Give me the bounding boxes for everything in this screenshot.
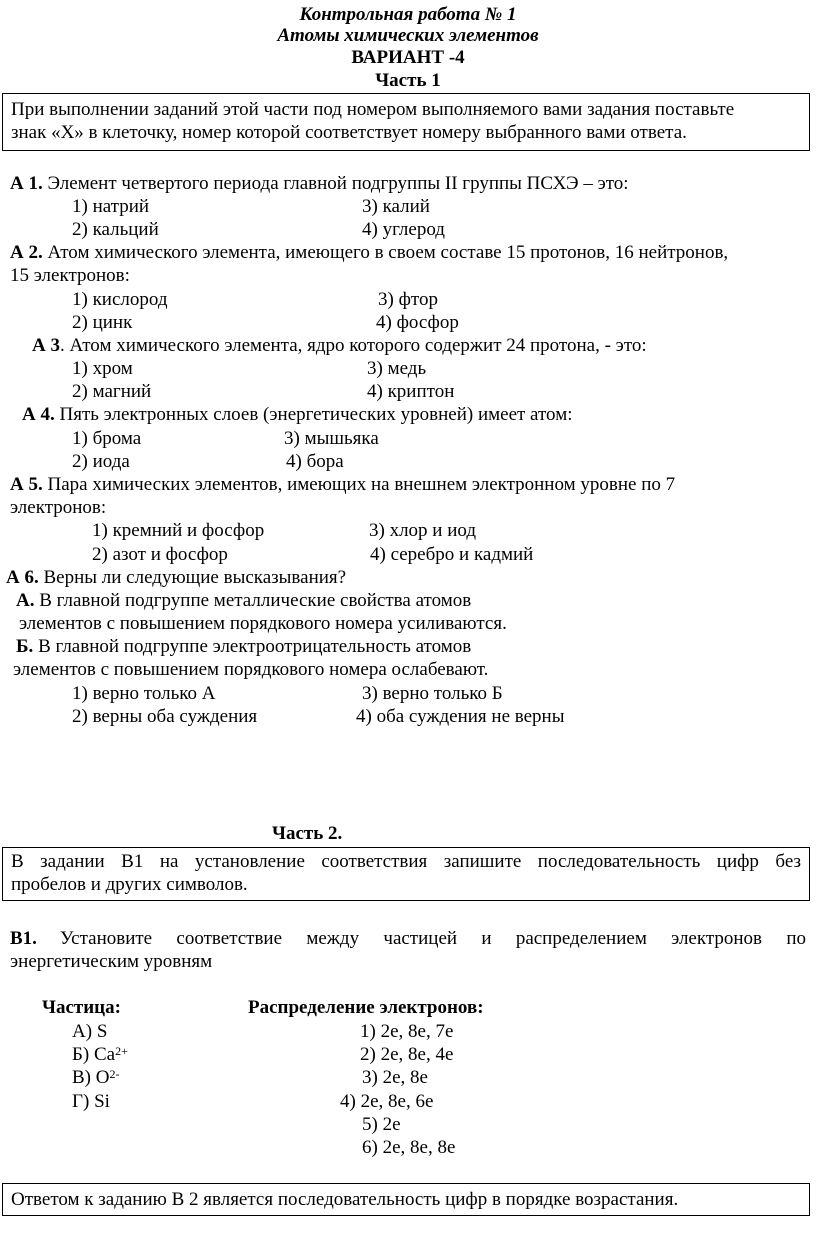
question-a4 — [22, 403, 573, 426]
answer-option: 1) натрий — [72, 196, 150, 217]
particle-letter: Б) — [72, 1044, 94, 1065]
question-text-cont: электронов: — [10, 497, 107, 518]
question-text: . Атом химического элемента, ядро которого содержит 24 протона, - это: — [59, 335, 647, 356]
answer-option: 2) азот и фосфор — [92, 544, 228, 565]
question-a5 — [10, 473, 675, 496]
answer-option: 2) кальций — [72, 219, 159, 240]
answer-option: 1) хром — [72, 358, 133, 379]
answer-option: 2) иода — [72, 451, 130, 472]
part1-instructions-box — [2, 93, 810, 151]
answer-option: 3) мышьяка — [284, 428, 379, 449]
distribution-item: 6) 2е, 8е, 8е — [362, 1137, 456, 1158]
statement-text: В главной подгруппе металлические свойства атомов — [34, 590, 472, 611]
document-title: Контрольная работа № 1 — [299, 4, 517, 25]
answer-option: 1) кислород — [72, 289, 168, 310]
statement-label: Б. — [16, 636, 34, 657]
answer-option: 1) кремний и фосфор — [92, 520, 265, 541]
part2-instructions-line2: пробелов и других символов. — [11, 874, 248, 895]
question-a1 — [10, 172, 629, 195]
particle-item — [72, 1043, 128, 1066]
particle-item — [72, 1020, 107, 1043]
distribution-item: 4) 2е, 8е, 6е — [340, 1091, 434, 1112]
particle-letter: А) — [72, 1021, 97, 1042]
part2-instructions-box — [2, 847, 810, 901]
part2-instructions-line1: В задании В1 на установление соответствия запишите последовательность цифр без — [11, 851, 801, 872]
question-text: Пять электронных слоев (энергетических уровней) имеет атом: — [54, 404, 573, 425]
question-label: В1. — [10, 928, 37, 949]
question-label: А 5. — [10, 474, 43, 495]
question-b1 — [10, 927, 806, 950]
part1-instructions-line1: При выполнении заданий этой части под номером выполняемого вами задания поставьте — [11, 99, 735, 120]
question-text-cont: энергетическим уровням — [10, 951, 213, 972]
statement-label: А. — [16, 590, 35, 611]
question-text: Атом химического элемента, имеющего в своем составе 15 протонов, 16 нейтронов, — [42, 242, 729, 263]
answer-option: 1) брома — [72, 428, 142, 449]
particle-symbol: S — [96, 1021, 108, 1042]
question-label: А 6. — [6, 567, 39, 588]
statement-a-cont: элементов с повышением порядкового номера усиливаются. — [19, 613, 507, 634]
b2-instructions-box — [2, 1183, 810, 1216]
answer-option: 2) магний — [72, 381, 152, 402]
question-text-cont: 15 электронов: — [10, 265, 130, 286]
distribution-item: 1) 2е, 8е, 7е — [360, 1021, 454, 1042]
statement-a — [16, 589, 471, 612]
part2-heading: Часть 2. — [272, 823, 343, 844]
answer-option: 4) фосфор — [376, 312, 459, 333]
question-label: А 2. — [10, 242, 43, 263]
particle-item — [72, 1066, 119, 1089]
statement-b — [16, 635, 471, 658]
particle-charge: 2+ — [115, 1044, 128, 1058]
particle-symbol: O — [95, 1067, 110, 1088]
answer-option: 1) верно только А — [72, 683, 216, 704]
particle-letter: В) — [72, 1067, 96, 1088]
distribution-item: 2) 2е, 8е, 4е — [360, 1044, 454, 1065]
question-text: Пара химических элементов, имеющих на внешнем электронном уровне по 7 — [42, 474, 676, 495]
question-text: Элемент четвертого периода главной подгруппы II группы ПСХЭ – это: — [42, 173, 629, 194]
b2-instructions-text: Ответом к заданию В 2 является последовательность цифр в порядке возрастания. — [11, 1189, 679, 1210]
particle-letter: Г) — [72, 1091, 95, 1112]
question-text: Установите соответствие между частицей и распределением электронов по — [60, 928, 806, 949]
answer-option: 3) хлор и иод — [369, 520, 477, 541]
particle-symbol: Ca — [94, 1044, 116, 1065]
answer-option: 4) серебро и кадмий — [370, 544, 534, 565]
statement-text: В главной подгруппе электроотрицательность атомов — [33, 636, 472, 657]
question-a6 — [6, 566, 346, 589]
answer-option: 4) оба суждения не верны — [356, 706, 565, 727]
question-label: А 1. — [10, 173, 43, 194]
document-subtitle: Атомы химических элементов — [277, 25, 539, 46]
particle-charge: 2- — [109, 1067, 120, 1081]
answer-option: 4) бора — [286, 451, 344, 472]
answer-option: 3) калий — [362, 196, 430, 217]
answer-option: 3) верно только Б — [362, 683, 503, 704]
part1-instructions-line2: знак «Х» в клеточку, номер которой соответствует номеру выбранного вами ответа. — [11, 122, 687, 143]
statement-b-cont: элементов с повышением порядкового номера ослабевают. — [13, 659, 489, 680]
distribution-column-header: Распределение электронов: — [248, 997, 484, 1018]
question-text: Верны ли следующие высказывания? — [38, 567, 347, 588]
answer-option: 3) медь — [367, 358, 427, 379]
answer-option: 4) криптон — [367, 381, 455, 402]
distribution-item: 3) 2е, 8е — [362, 1067, 428, 1088]
particle-item — [72, 1090, 110, 1113]
question-label: А 3 — [32, 335, 60, 356]
variant-heading: ВАРИАНТ -4 — [351, 47, 465, 68]
answer-option: 3) фтор — [378, 289, 438, 310]
question-label: А 4. — [22, 404, 55, 425]
question-a2 — [10, 241, 728, 264]
distribution-item: 5) 2е — [362, 1114, 401, 1135]
answer-option: 2) верны оба суждения — [72, 706, 258, 727]
question-a3 — [32, 334, 647, 357]
particle-column-header: Частица: — [42, 997, 121, 1018]
answer-option: 4) углерод — [362, 219, 445, 240]
answer-option: 2) цинк — [72, 312, 133, 333]
particle-symbol: Si — [94, 1091, 110, 1112]
part1-heading: Часть 1 — [375, 70, 441, 91]
